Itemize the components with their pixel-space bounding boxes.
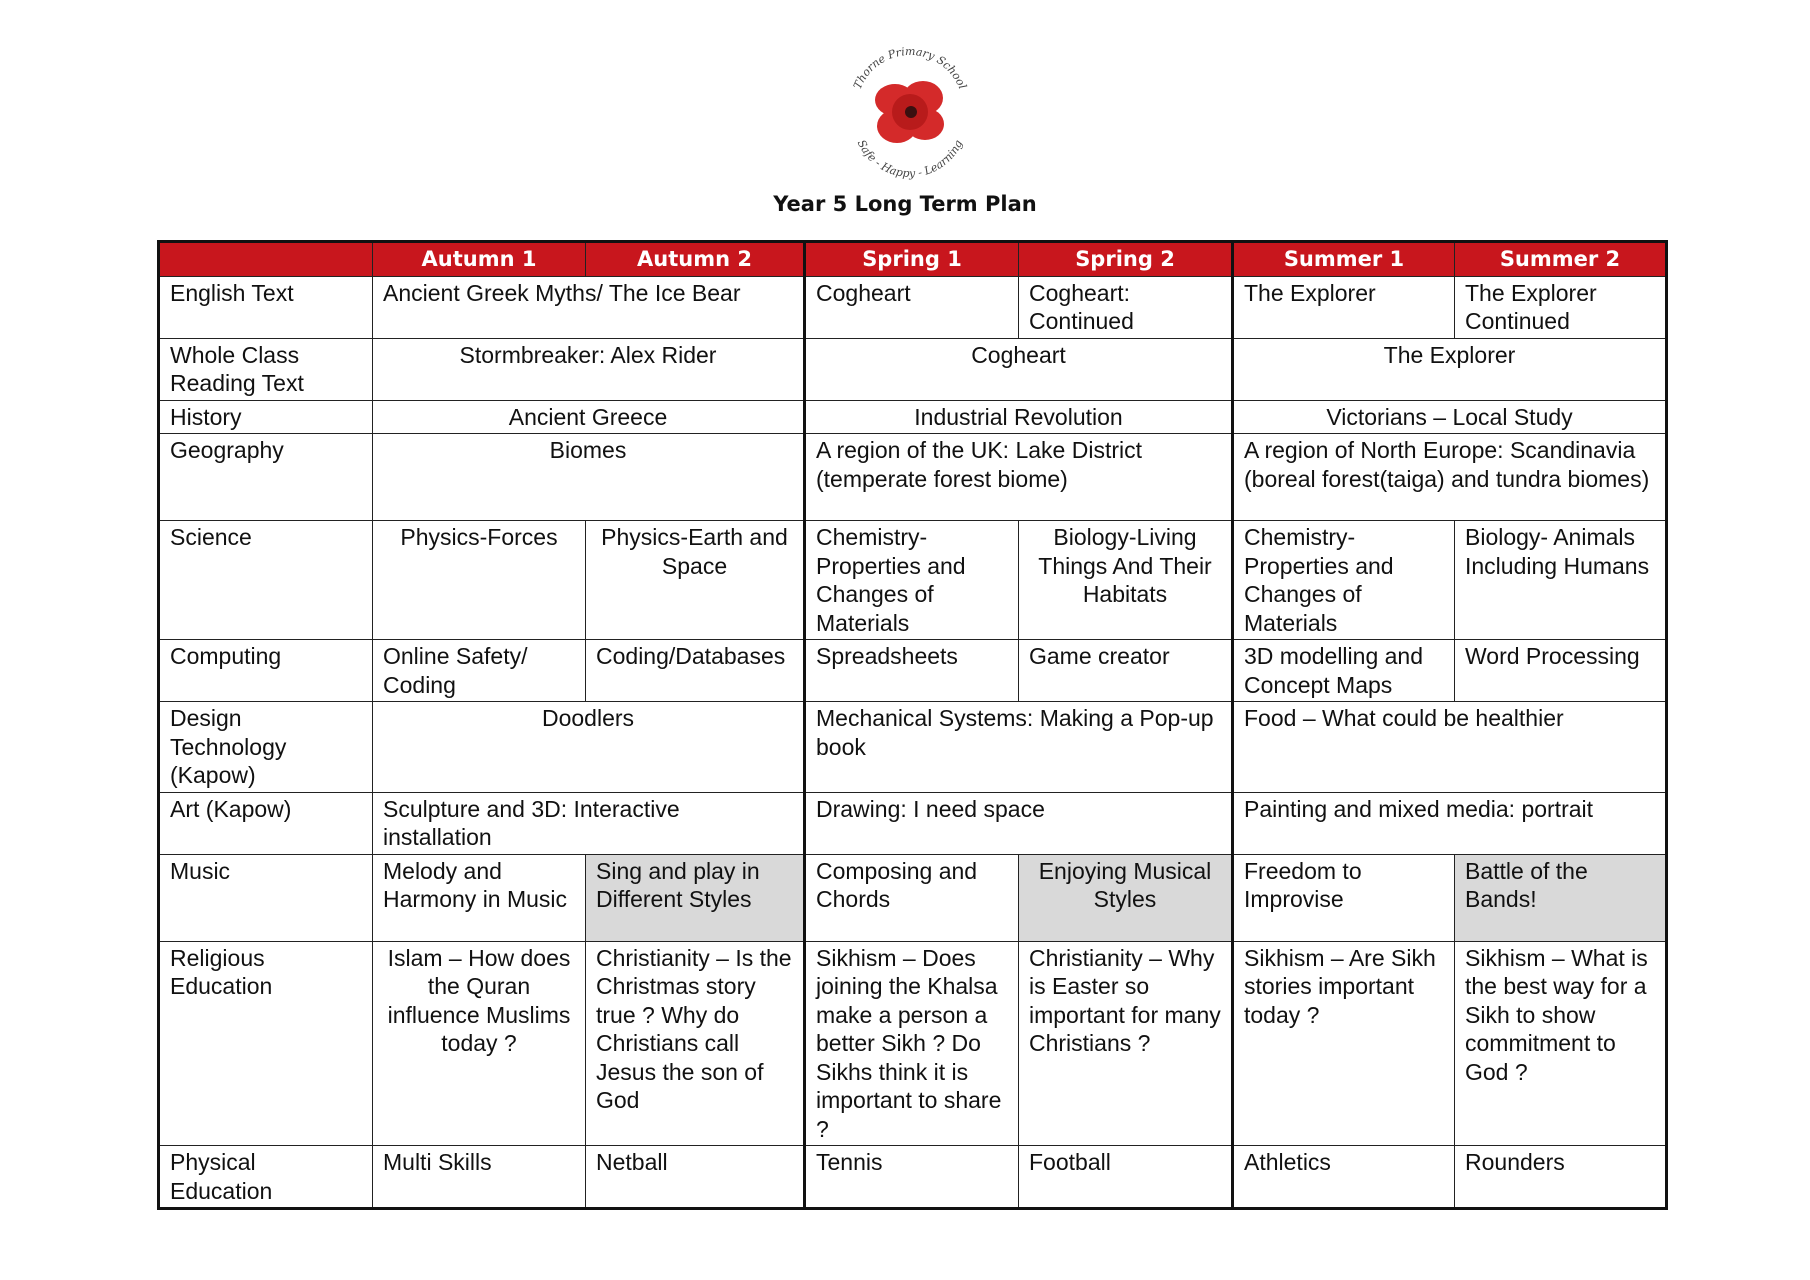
subject-cell: Art (Kapow) bbox=[159, 792, 373, 854]
row-music bbox=[159, 854, 1667, 941]
cell-pe-spring-2: Football bbox=[1019, 1146, 1233, 1209]
cell-music-autumn-2: Sing and play in Different Styles bbox=[586, 854, 805, 941]
subject-cell: English Text bbox=[159, 276, 373, 338]
row-religious-education bbox=[159, 941, 1667, 1146]
cell-science-autumn-1: Physics-Forces bbox=[373, 521, 586, 640]
subject-cell: Design Technology (Kapow) bbox=[159, 702, 373, 793]
cell-science-summer-2: Biology- Animals Including Humans bbox=[1455, 521, 1667, 640]
cell-re-autumn-2: Christianity – Is the Christmas story true ? Why do Christians call Jesus the son of God bbox=[586, 941, 805, 1146]
cell-history-spring: Industrial Revolution bbox=[805, 400, 1233, 434]
header-spring-1: Spring 1 bbox=[805, 242, 1019, 277]
cell-reading-summer: The Explorer bbox=[1233, 338, 1667, 400]
header-summer-2: Summer 2 bbox=[1455, 242, 1667, 277]
cell-science-autumn-2: Physics-Earth and Space bbox=[586, 521, 805, 640]
header-summer-1: Summer 1 bbox=[1233, 242, 1455, 277]
cell-pe-autumn-2: Netball bbox=[586, 1146, 805, 1209]
row-design-technology bbox=[159, 702, 1667, 793]
row-english bbox=[159, 276, 1667, 338]
cell-computing-spring-2: Game creator bbox=[1019, 640, 1233, 702]
cell-re-summer-2: Sikhism – What is the best way for a Sikh to show commitment to God ? bbox=[1455, 941, 1667, 1146]
cell-re-summer-1: Sikhism – Are Sikh stories important today ? bbox=[1233, 941, 1455, 1146]
cell-computing-spring-1: Spreadsheets bbox=[805, 640, 1019, 702]
row-computing bbox=[159, 640, 1667, 702]
logo-text-top: Thorne Primary School bbox=[850, 44, 970, 92]
cell-music-spring-2: Enjoying Musical Styles bbox=[1019, 854, 1233, 941]
header-autumn-1: Autumn 1 bbox=[373, 242, 586, 277]
header-spring-2: Spring 2 bbox=[1019, 242, 1233, 277]
cell-computing-autumn-1: Online Safety/ Coding bbox=[373, 640, 586, 702]
cell-english-summer-2: The Explorer Continued bbox=[1455, 276, 1667, 338]
poppy-icon bbox=[875, 81, 944, 143]
document-title: Year 5 Long Term Plan bbox=[773, 192, 1037, 216]
cell-history-autumn: Ancient Greece bbox=[373, 400, 805, 434]
svg-text:Safe - Happy - Learning bbox=[855, 138, 966, 180]
cell-science-spring-2: Biology-Living Things And Their Habitats bbox=[1019, 521, 1233, 640]
cell-pe-autumn-1: Multi Skills bbox=[373, 1146, 586, 1209]
cell-art-autumn: Sculpture and 3D: Interactive installation bbox=[373, 792, 805, 854]
cell-history-summer: Victorians – Local Study bbox=[1233, 400, 1667, 434]
svg-text:Thorne Primary School bbox=[851, 45, 969, 91]
cell-science-summer-1: Chemistry-Properties and Changes of Materials bbox=[1233, 521, 1455, 640]
cell-art-spring: Drawing: I need space bbox=[805, 792, 1233, 854]
header-autumn-2: Autumn 2 bbox=[586, 242, 805, 277]
subject-cell: Geography bbox=[159, 434, 373, 521]
cell-re-spring-2: Christianity – Why is Easter so important for many Christians ? bbox=[1019, 941, 1233, 1146]
row-physical-education bbox=[159, 1146, 1667, 1209]
cell-geography-autumn: Biomes bbox=[373, 434, 805, 521]
cell-re-autumn-1: Islam – How does the Quran influence Muslims today ? bbox=[373, 941, 586, 1146]
cell-pe-spring-1: Tennis bbox=[805, 1146, 1019, 1209]
cell-geography-summer: A region of North Europe: Scandinavia (boreal forest(taiga) and tundra biomes) bbox=[1233, 434, 1667, 521]
cell-reading-autumn: Stormbreaker: Alex Rider bbox=[373, 338, 805, 400]
cell-computing-autumn-2: Coding/Databases bbox=[586, 640, 805, 702]
cell-english-autumn: Ancient Greek Myths/ The Ice Bear bbox=[373, 276, 805, 338]
header-blank bbox=[159, 242, 373, 277]
row-art bbox=[159, 792, 1667, 854]
subject-cell: Computing bbox=[159, 640, 373, 702]
cell-science-spring-1: Chemistry-Properties and Changes of Materials bbox=[805, 521, 1019, 640]
cell-english-spring-2: Cogheart: Continued bbox=[1019, 276, 1233, 338]
cell-reading-spring: Cogheart bbox=[805, 338, 1233, 400]
cell-art-summer: Painting and mixed media: portrait bbox=[1233, 792, 1667, 854]
cell-english-summer-1: The Explorer bbox=[1233, 276, 1455, 338]
row-geography bbox=[159, 434, 1667, 521]
subject-cell: Religious Education bbox=[159, 941, 373, 1146]
subject-cell: Physical Education bbox=[159, 1146, 373, 1209]
cell-re-spring-1: Sikhism – Does joining the Khalsa make a person a better Sikh ? Do Sikhs think it is important to share ? bbox=[805, 941, 1019, 1146]
cell-dt-summer: Food – What could be healthier bbox=[1233, 702, 1667, 793]
cell-dt-spring: Mechanical Systems: Making a Pop-up book bbox=[805, 702, 1233, 793]
school-logo bbox=[835, 38, 985, 188]
cell-geography-spring: A region of the UK: Lake District (temperate forest biome) bbox=[805, 434, 1233, 521]
cell-music-summer-1: Freedom to Improvise bbox=[1233, 854, 1455, 941]
cell-music-spring-1: Composing and Chords bbox=[805, 854, 1019, 941]
row-history bbox=[159, 400, 1667, 434]
cell-english-spring-1: Cogheart bbox=[805, 276, 1019, 338]
cell-pe-summer-2: Rounders bbox=[1455, 1146, 1667, 1209]
cell-computing-summer-2: Word Processing bbox=[1455, 640, 1667, 702]
subject-cell: Science bbox=[159, 521, 373, 640]
subject-cell: History bbox=[159, 400, 373, 434]
row-science bbox=[159, 521, 1667, 640]
cell-dt-autumn: Doodlers bbox=[373, 702, 805, 793]
row-reading bbox=[159, 338, 1667, 400]
cell-computing-summer-1: 3D modelling and Concept Maps bbox=[1233, 640, 1455, 702]
long-term-plan-table bbox=[157, 240, 1668, 1210]
logo-text-bottom: Safe - Happy - Learning bbox=[854, 137, 966, 181]
subject-cell: Whole Class Reading Text bbox=[159, 338, 373, 400]
cell-pe-summer-1: Athletics bbox=[1233, 1146, 1455, 1209]
cell-music-autumn-1: Melody and Harmony in Music bbox=[373, 854, 586, 941]
cell-music-summer-2: Battle of the Bands! bbox=[1455, 854, 1667, 941]
subject-cell: Music bbox=[159, 854, 373, 941]
header-row bbox=[159, 242, 1667, 277]
